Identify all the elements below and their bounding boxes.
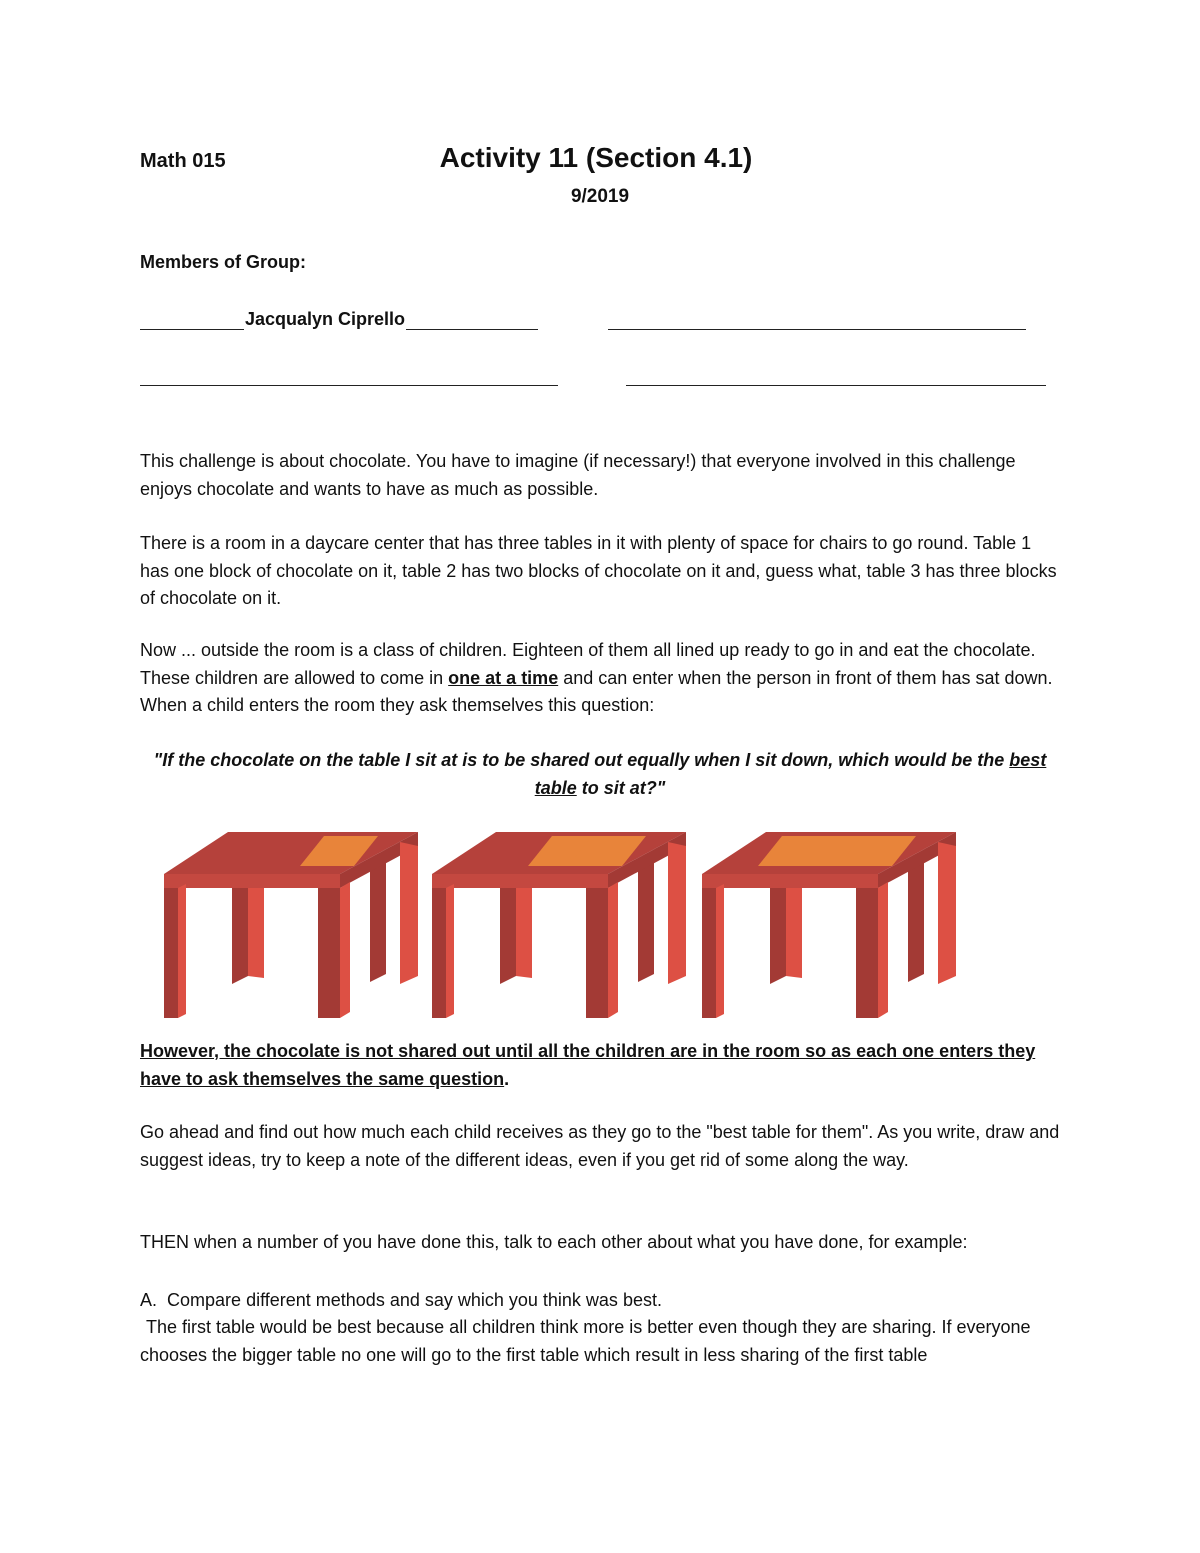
table-3-front-right-leg [856,888,878,1018]
member-name-1: Jacqualyn Ciprello [245,309,406,329]
paragraph-intro: This challenge is about chocolate. You have to imagine (if necessary!) that everyone involved in this challenge enjoys chocolate and wants to have as much as possible. [140,451,1016,499]
table-1-front-rim [164,874,340,888]
table-2-front-right-leg [586,888,608,1018]
however-text: However, the chocolate is not shared out until all the children are in the room so as each one enters they have to ask themselves the same question [140,1041,1036,1089]
table-3-front-right-leg-side [878,882,888,1018]
answer-text: The first table would be best because all children think more is better even though they are sharing. If everyone chooses the bigger table no one will go to the first table which result in less sharing of the first table [140,1317,1031,1365]
activity-title [0,142,1200,174]
table-2-front-rim [432,874,608,888]
paragraph-room: There is a room in a daycare center that has three tables in it with plenty of space for chairs to go round. Table 1 has one block of chocolate on it, table 2 has two blocks of chocolate on it and, guess what, table 3 has three blocks of chocolate on it. [140,533,1057,608]
item-a-text: Compare different methods and say which you think was best. [167,1290,662,1310]
paragraph-however [140,1038,1060,1093]
quote-start: "If the chocolate on the table I sit at is to be shared out equally when I sit down, which would be the [153,750,1010,770]
best-table-emphasis: best table [534,750,1047,798]
however-period: . [504,1068,510,1089]
table-1-front-right-leg-side [340,882,350,1018]
table-1-front-left-leg-side [178,884,186,1018]
table-2-back-right-leg-side [668,842,686,984]
table-2-front-right-leg-side [608,882,618,1018]
table-3-front-left-leg-side [716,884,724,1018]
members-label: Members of Group: [140,252,307,272]
member-line-2[interactable] [608,329,1026,330]
question-quote [140,746,1060,802]
table-1-back-right-leg [370,859,386,982]
table-2-front-left-leg [432,888,446,1018]
quote-end: to sit at?" [576,778,666,798]
activity-title-text: Activity 11 (Section 4.1) [439,142,753,173]
table-2-back-right-leg [638,859,654,982]
paragraph-then: THEN when a number of you have done this, talk to each other about what you have done, for example: [140,1232,968,1252]
table-1-back-right-leg-side [400,842,418,984]
member-line-3[interactable] [140,385,558,386]
item-a [140,1287,1060,1315]
table-1-front-left-leg [164,888,178,1018]
course-name: Math 015 [140,150,226,172]
table-3-front-rim [702,874,878,888]
children-text-start: Now ... outside the room is a class of children. Eighteen of them all lined up ready to go in and eat the chocolate. These children are allowed to come in [140,640,1036,688]
paragraph-children [140,637,1060,720]
table-3-front-left-leg [702,888,716,1018]
item-a-label: A. [140,1290,158,1310]
paragraph-go-ahead: Go ahead and find out how much each child receives as they go to the "best table for them". As you write, draw and suggest ideas, try to keep a note of the different ideas, even if you get rid of some along the way. [140,1122,1060,1170]
activity-date: 9/2019 [570,186,630,207]
tables-illustration [150,826,970,1026]
member-line-4[interactable] [626,385,1046,386]
table-2-front-left-leg-side [446,884,454,1018]
table-3-back-right-leg [908,859,924,982]
table-3-back-right-leg-side [938,842,956,984]
table-1-front-right-leg [318,888,340,1018]
one-at-a-time-emphasis: one at a time [448,667,559,688]
children-text-end: and can enter when the person in front of them has sat down. When a child enters the room they ask themselves this question: [140,667,1053,715]
